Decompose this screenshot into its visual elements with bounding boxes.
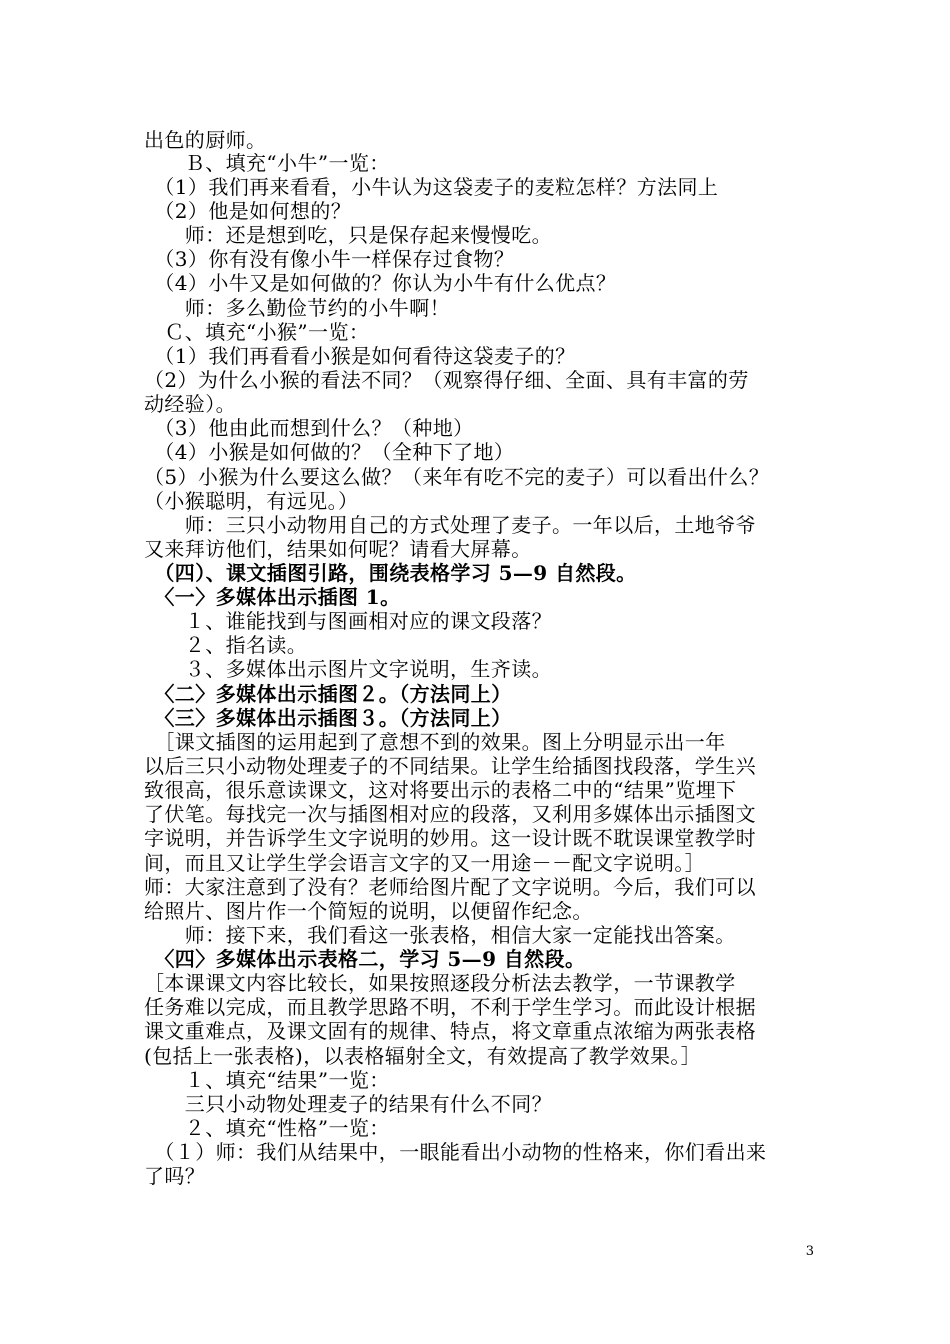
text-line: 给照片、图片作一个简短的说明，以便留作纪念。 <box>144 899 593 923</box>
text-line: 〈二〉多媒体出示插图２。（方法同上） <box>144 682 512 706</box>
text-line: （3）你有没有像小牛一样保存过食物？ <box>144 247 515 271</box>
text-line: ［本课课文内容比较长，如果按照逐段分析法去教学，一节课教学 <box>144 971 736 995</box>
text-line: （5）小猴为什么要这么做？（来年有吃不完的麦子）可以看出什么？ <box>144 465 770 489</box>
text-line: 又来拜访他们，结果如何呢？请看大屏幕。 <box>144 537 532 561</box>
text-line: ３、多媒体出示图片文字说明，生齐读。 <box>144 657 552 681</box>
text-line: （3）他由此而想到什么？（种地） <box>144 416 474 440</box>
text-line: (包括上一张表格)，以表格辐射全文，有效提高了教学效果。］ <box>144 1044 702 1068</box>
text-line: （１）师：我们从结果中，一眼能看出小动物的性格来，你们看出来 <box>144 1140 767 1164</box>
text-line: （4）小猴是如何做的？（全种下了地） <box>144 440 515 464</box>
text-line: 了伏笔。每找完一次与插图相对应的段落，又利用多媒体出示插图文 <box>144 802 756 826</box>
page-number: 3 <box>805 1244 814 1259</box>
text-line: 〈一〉多媒体出示插图 1。 <box>144 585 401 609</box>
text-line: （2）为什么小猴的看法不同？（观察得仔细、全面、具有丰富的劳 <box>144 368 749 392</box>
text-line: 任务难以完成，而且教学思路不明，不利于学生学习。而此设计根据 <box>144 995 756 1019</box>
text-line: 〈三〉多媒体出示插图３。（方法同上） <box>144 706 512 730</box>
text-line: （2）他是如何想的？ <box>144 199 352 223</box>
text-line: 师：三只小动物用自己的方式处理了麦子。一年以后，土地爷爷 <box>144 513 756 537</box>
text-line: 动经验）。 <box>144 392 236 416</box>
text-line: （1）我们再看看小猴是如何看待这袋麦子的？ <box>144 344 576 368</box>
text-line: ［课文插图的运用起到了意想不到的效果。图上分明显示出一年 <box>144 730 726 754</box>
text-line: 师：多么勤俭节约的小牛啊！ <box>144 296 450 320</box>
text-line: ２、指名读。 <box>144 633 308 657</box>
text-line: 〈四〉多媒体出示表格二，学习 5—9 自然段。 <box>144 947 586 971</box>
text-line: 师：还是想到吃，只是保存起来慢慢吃。 <box>144 223 552 247</box>
text-line: 出色的厨师。 <box>144 128 267 152</box>
text-line: Ｃ、填充“小猴”一览： <box>144 320 370 344</box>
text-line: （1）我们再来看看，小牛认为这袋麦子的麦粒怎样？方法同上 <box>144 175 719 199</box>
text-line: 了吗？ <box>144 1164 206 1188</box>
text-line: 课文重难点，及课文固有的规律、特点，将文章重点浓缩为两张表格 <box>144 1019 756 1043</box>
text-line: 以后三只小动物处理麦子的不同结果。让学生给插图找段落，学生兴 <box>144 754 756 778</box>
text-line: 致很高，很乐意读课文，这对将要出示的表格二中的“结果”览埋下 <box>144 778 737 802</box>
text-line: （小猴聪明，有远见。） <box>144 489 359 513</box>
text-line: 师：接下来，我们看这一张表格，相信大家一定能找出答案。 <box>144 923 736 947</box>
text-line: （4）小牛又是如何做的？你认为小牛有什么优点？ <box>144 271 617 295</box>
text-line: 师：大家注意到了没有？老师给图片配了文字说明。今后，我们可以 <box>144 875 756 899</box>
text-line: Ｂ、填充“小牛”一览： <box>144 151 390 175</box>
text-line: （四）、课文插图引路，围绕表格学习 5—9 自然段。 <box>144 561 637 585</box>
text-line: 字说明，并告诉学生文字说明的妙用。这一设计既不耽误课堂教学时 <box>144 826 756 850</box>
text-line: 间，而且又让学生学会语言文字的又一用途－－配文字说明。］ <box>144 851 706 875</box>
text-line: １、谁能找到与图画相对应的课文段落？ <box>144 609 552 633</box>
text-line: １、填充“结果”一览： <box>144 1068 390 1092</box>
text-line: 三只小动物处理麦子的结果有什么不同？ <box>144 1092 552 1116</box>
text-line: ２、填充“性格”一览： <box>144 1116 390 1140</box>
